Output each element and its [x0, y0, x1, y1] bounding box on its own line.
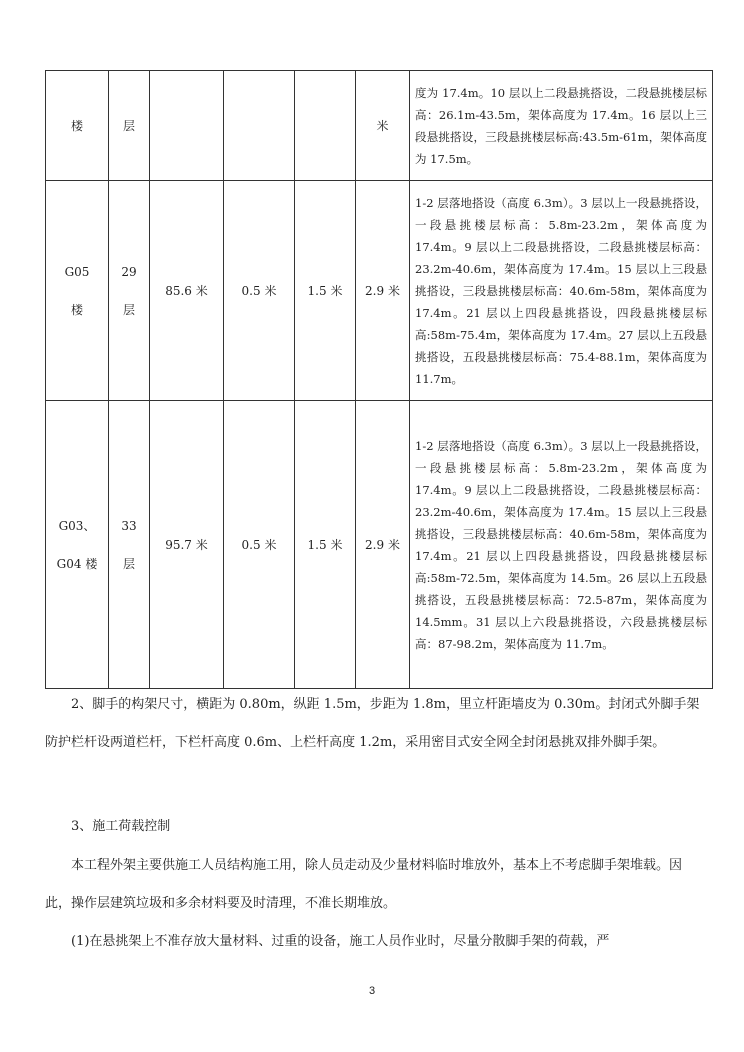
cell-c4: [295, 71, 356, 181]
cell-text: 楼: [70, 118, 83, 133]
cell-text: 29: [121, 264, 137, 279]
paragraph-rule-1: (1)在悬挑架上不准存放大量材料、过重的设备，施工人员作业时，尽量分散脚手架的荷载，严: [71, 934, 610, 949]
cell-text: G03、: [58, 518, 96, 533]
table-row: [46, 181, 713, 401]
cell-c3: [224, 71, 295, 181]
heading-load-control: 3、施工荷载控制: [71, 819, 171, 834]
cell-text: 层: [122, 302, 135, 317]
cell-c3: 0.5 米: [224, 401, 295, 689]
paragraph-load: 本工程外架主要供施工人员结构施工用，除人员走动及少量材料临时堆放外，基本上不考虑脚手架堆载。因此，操作层建筑垃圾和多余材料要及时清理，不准长期堆放。: [45, 858, 683, 911]
cell-building: [46, 71, 109, 181]
cell-description: 度为 17.4m。10 层以上二段悬挑搭设，二段悬挑楼层标高：26.1m-43.5m，架体高度为 17.4m。16 层以上三段悬挑搭设，三段悬挑楼层标高:43.5m-61m，架体高度为 17.5m。: [410, 71, 713, 181]
scaffold-table: [45, 70, 713, 689]
cell-building: [46, 401, 109, 689]
cell-text: G05: [64, 264, 90, 279]
cell-text: 层: [122, 556, 135, 571]
cell-text: 层: [122, 118, 135, 133]
cell-c4: 1.5 米: [295, 401, 356, 689]
cell-text: 楼: [70, 302, 83, 317]
cell-c5: 2.9 米: [356, 181, 410, 401]
cell-c4: 1.5 米: [295, 181, 356, 401]
cell-description: 1-2 层落地搭设（高度 6.3m）。3 层以上一段悬挑搭设，一段悬挑楼层标高：5.8m-23.2m，架体高度为 17.4m。9 层以上二段悬挑搭设，二段悬挑楼层标高：23.2m-40.6m，架体高度为 17.4m。15 层以上三段悬挑搭设，三段悬挑楼层标高：40.6m-58m，架体高度为 17.4m。21 层以上四段悬挑搭设，四段悬挑楼层标高:58m-72.5m，架体高度为 14.5m。26 层以上五段悬挑搭设，五段悬挑楼层标高：72.5-87m，架体高度为 14.5mm。31 层以上六段悬挑搭设，六段悬挑楼层标高：87-98.2m，架体高度为 11.7m。: [410, 401, 713, 689]
cell-text: G04 楼: [56, 556, 98, 571]
table-row: [46, 401, 713, 689]
cell-c5: 2.9 米: [356, 401, 410, 689]
cell-floors: [109, 71, 150, 181]
table-row: [46, 71, 713, 181]
cell-building: [46, 181, 109, 401]
cell-height: 95.7 米: [150, 401, 224, 689]
cell-c5: 米: [356, 71, 410, 181]
cell-height: 85.6 米: [150, 181, 224, 401]
page-number: 3: [368, 985, 376, 997]
cell-description: 1-2 层落地搭设（高度 6.3m）。3 层以上一段悬挑搭设，一段悬挑楼层标高：5.8m-23.2m，架体高度为 17.4m。9 层以上二段悬挑搭设，二段悬挑楼层标高：23.2m-40.6m，架体高度为 17.4m。15 层以上三段悬挑搭设，三段悬挑楼层标高：40.6m-58m，架体高度为 17.4m。21 层以上四段悬挑搭设，四段悬挑楼层标高:58m-75.4m，架体高度为 17.4m。27 层以上五段悬挑搭设，五段悬挑楼层标高：75.4-88.1m，架体高度为 11.7m。: [410, 181, 713, 401]
cell-c3: 0.5 米: [224, 181, 295, 401]
cell-height: [150, 71, 224, 181]
cell-text: 33: [121, 518, 137, 533]
paragraph-frame-size: 2、脚手的构架尺寸，横距为 0.80m，纵距 1.5m，步距为 1.8m，里立杆距墙皮为 0.30m。封闭式外脚手架防护栏杆设两道栏杆，下栏杆高度 0.6m、上栏杆高度 1.2m，采用密目式安全网全封闭悬挑双排外脚手架。: [45, 697, 700, 750]
cell-floors: [109, 401, 150, 689]
cell-floors: [109, 181, 150, 401]
